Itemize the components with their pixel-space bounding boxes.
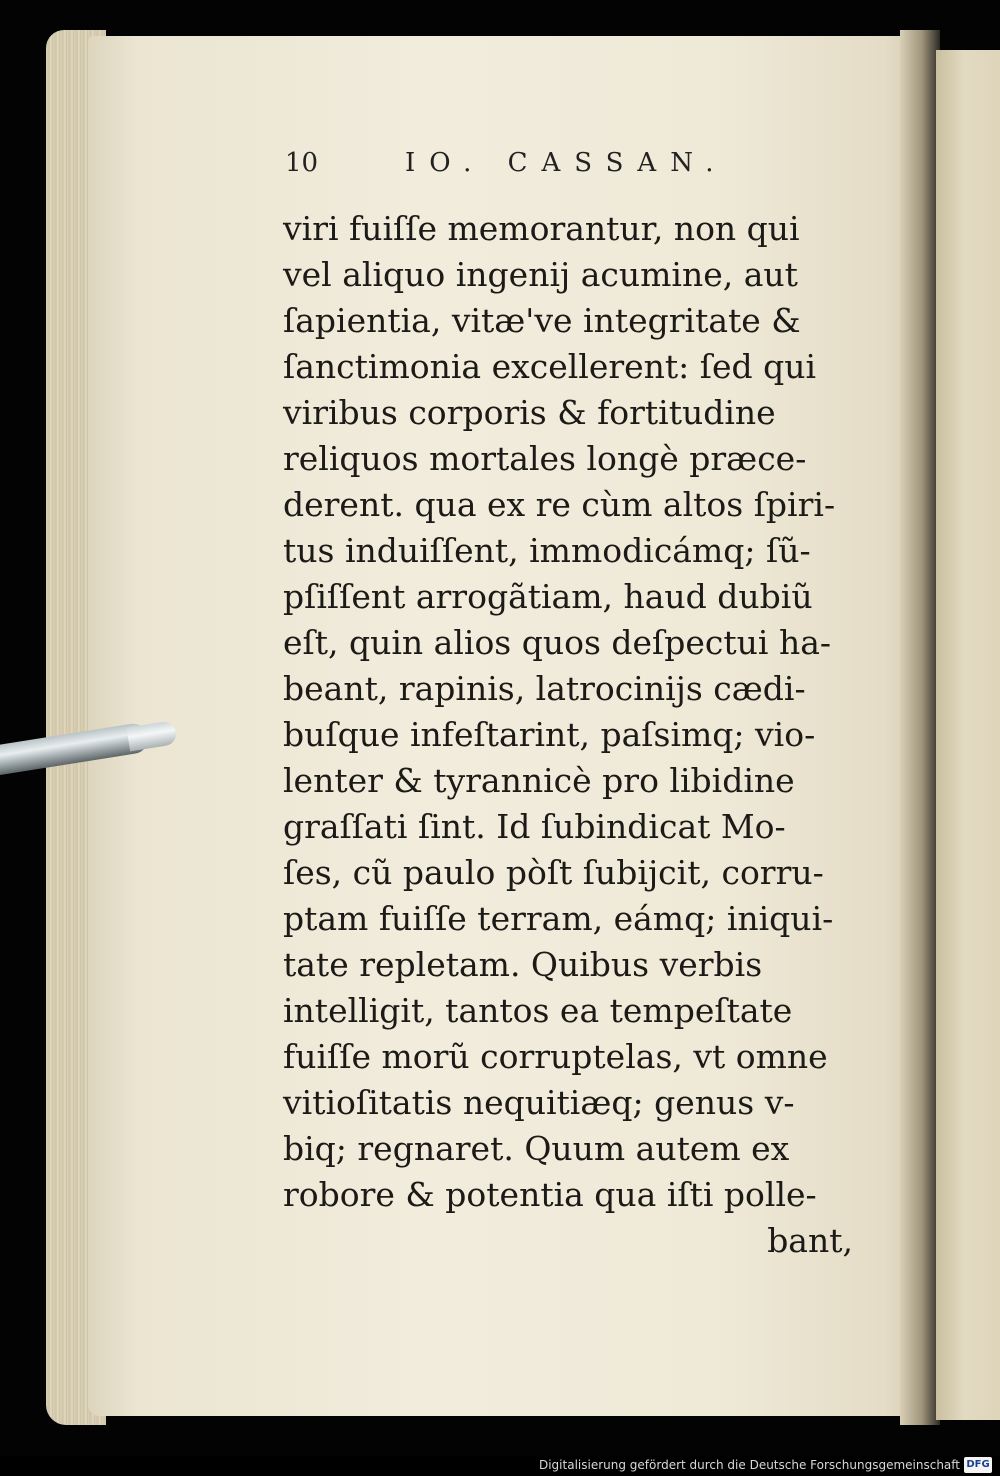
text-line: intelligit, tantos ea tempeſtate bbox=[283, 991, 793, 1030]
catchword: bant, bbox=[767, 1221, 853, 1260]
text-line: viribus corporis & fortitudine bbox=[283, 393, 776, 432]
text-line: ſapientia, vitæ've integritate & bbox=[283, 301, 801, 340]
text-line: vitioſitatis nequitiæq; genus v- bbox=[283, 1083, 795, 1122]
folio-number: 10 bbox=[285, 148, 319, 178]
text-line: robore & potentia qua iſti polle- bbox=[283, 1175, 817, 1214]
text-line: ptam fuiſſe terram, eámq; iniqui- bbox=[283, 899, 834, 938]
text-line: lenter & tyrannicè pro libidine bbox=[283, 761, 795, 800]
text-line: ſanctimonia excellerent: ſed qui bbox=[283, 347, 817, 386]
text-line: graſſati ſint. Id ſubindicat Mo- bbox=[283, 807, 786, 846]
funding-credit: Digitalisierung gefördert durch die Deutsche Forschungsgemeinschaft bbox=[538, 1458, 960, 1472]
text-line: beant, rapinis, latrocinijs cædi- bbox=[283, 669, 806, 708]
book-gutter bbox=[900, 30, 940, 1425]
page-header bbox=[285, 148, 765, 188]
text-line: pſiſſent arrogãtiam, haud dubiũ bbox=[283, 577, 813, 616]
text-line: fuiſſe morũ corruptelas, vt omne bbox=[283, 1037, 828, 1076]
text-line: vel aliquo ingenij acumine, aut bbox=[283, 255, 798, 294]
text-line: biq; regnaret. Quum autem ex bbox=[283, 1129, 790, 1168]
text-line: derent. qua ex re cùm altos ſpiri- bbox=[283, 485, 836, 524]
text-line: tus induiſſent, immodicámq; ſũ- bbox=[283, 531, 811, 570]
text-line: reliquos mortales longè præce- bbox=[283, 439, 807, 478]
text-line: tate repletam. Quibus verbis bbox=[283, 945, 763, 984]
text-line: buſque infeſtarint, paſsimq; vio- bbox=[283, 715, 816, 754]
text-line: eſt, quin alios quos deſpectui ha- bbox=[283, 623, 832, 662]
text-line: ſes, cũ paulo pòſt ſubijcit, corru- bbox=[283, 853, 824, 892]
running-head: IO. CASSAN. bbox=[405, 148, 728, 178]
dfg-logo-icon: DFG bbox=[964, 1457, 992, 1473]
text-line: viri fuiſſe memorantur, non qui bbox=[283, 209, 800, 248]
facing-page-edge bbox=[936, 50, 1000, 1420]
